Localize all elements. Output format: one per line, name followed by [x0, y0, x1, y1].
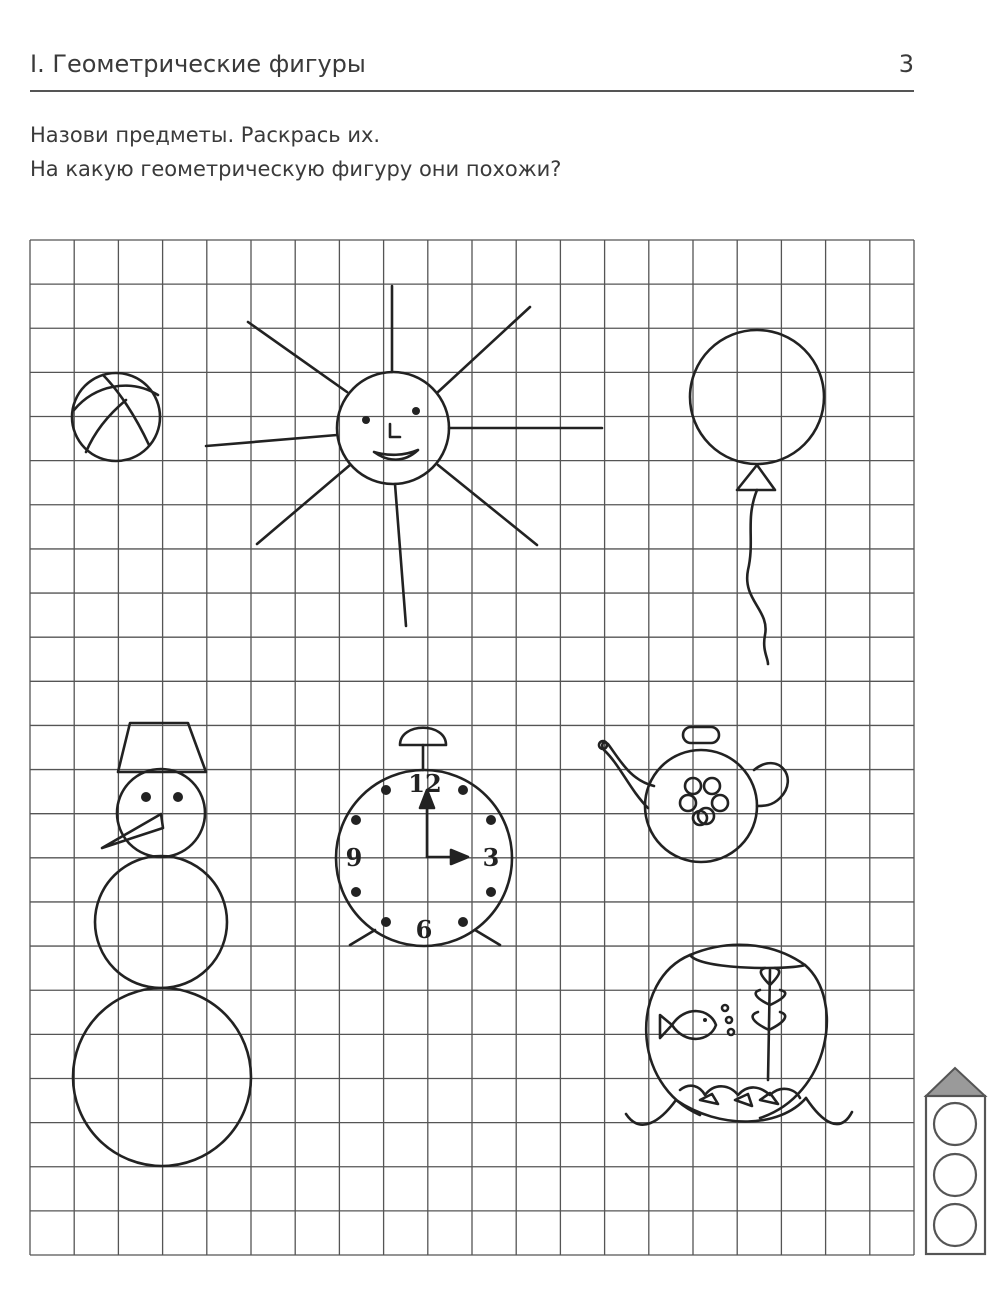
clock-numeral-9: 9 — [345, 843, 363, 872]
balloon-icon — [690, 330, 824, 664]
chapter-title: I. Геометрические фигуры — [30, 50, 366, 78]
task-line-1: Назови предметы. Раскрась их. — [30, 123, 381, 147]
clock-numeral-3: 3 — [482, 843, 500, 872]
task-line-2: На какую геометрическую фигуру они похожи? — [30, 157, 562, 181]
graph-paper-grid — [30, 240, 914, 1255]
alarm-clock-icon — [336, 728, 512, 946]
sun-icon — [206, 286, 602, 626]
clock-numeral-12: 12 — [408, 769, 442, 798]
difficulty-marker-icon — [926, 1068, 985, 1254]
clock-numeral-6: 6 — [415, 915, 433, 944]
page-number: 3 — [898, 50, 914, 78]
